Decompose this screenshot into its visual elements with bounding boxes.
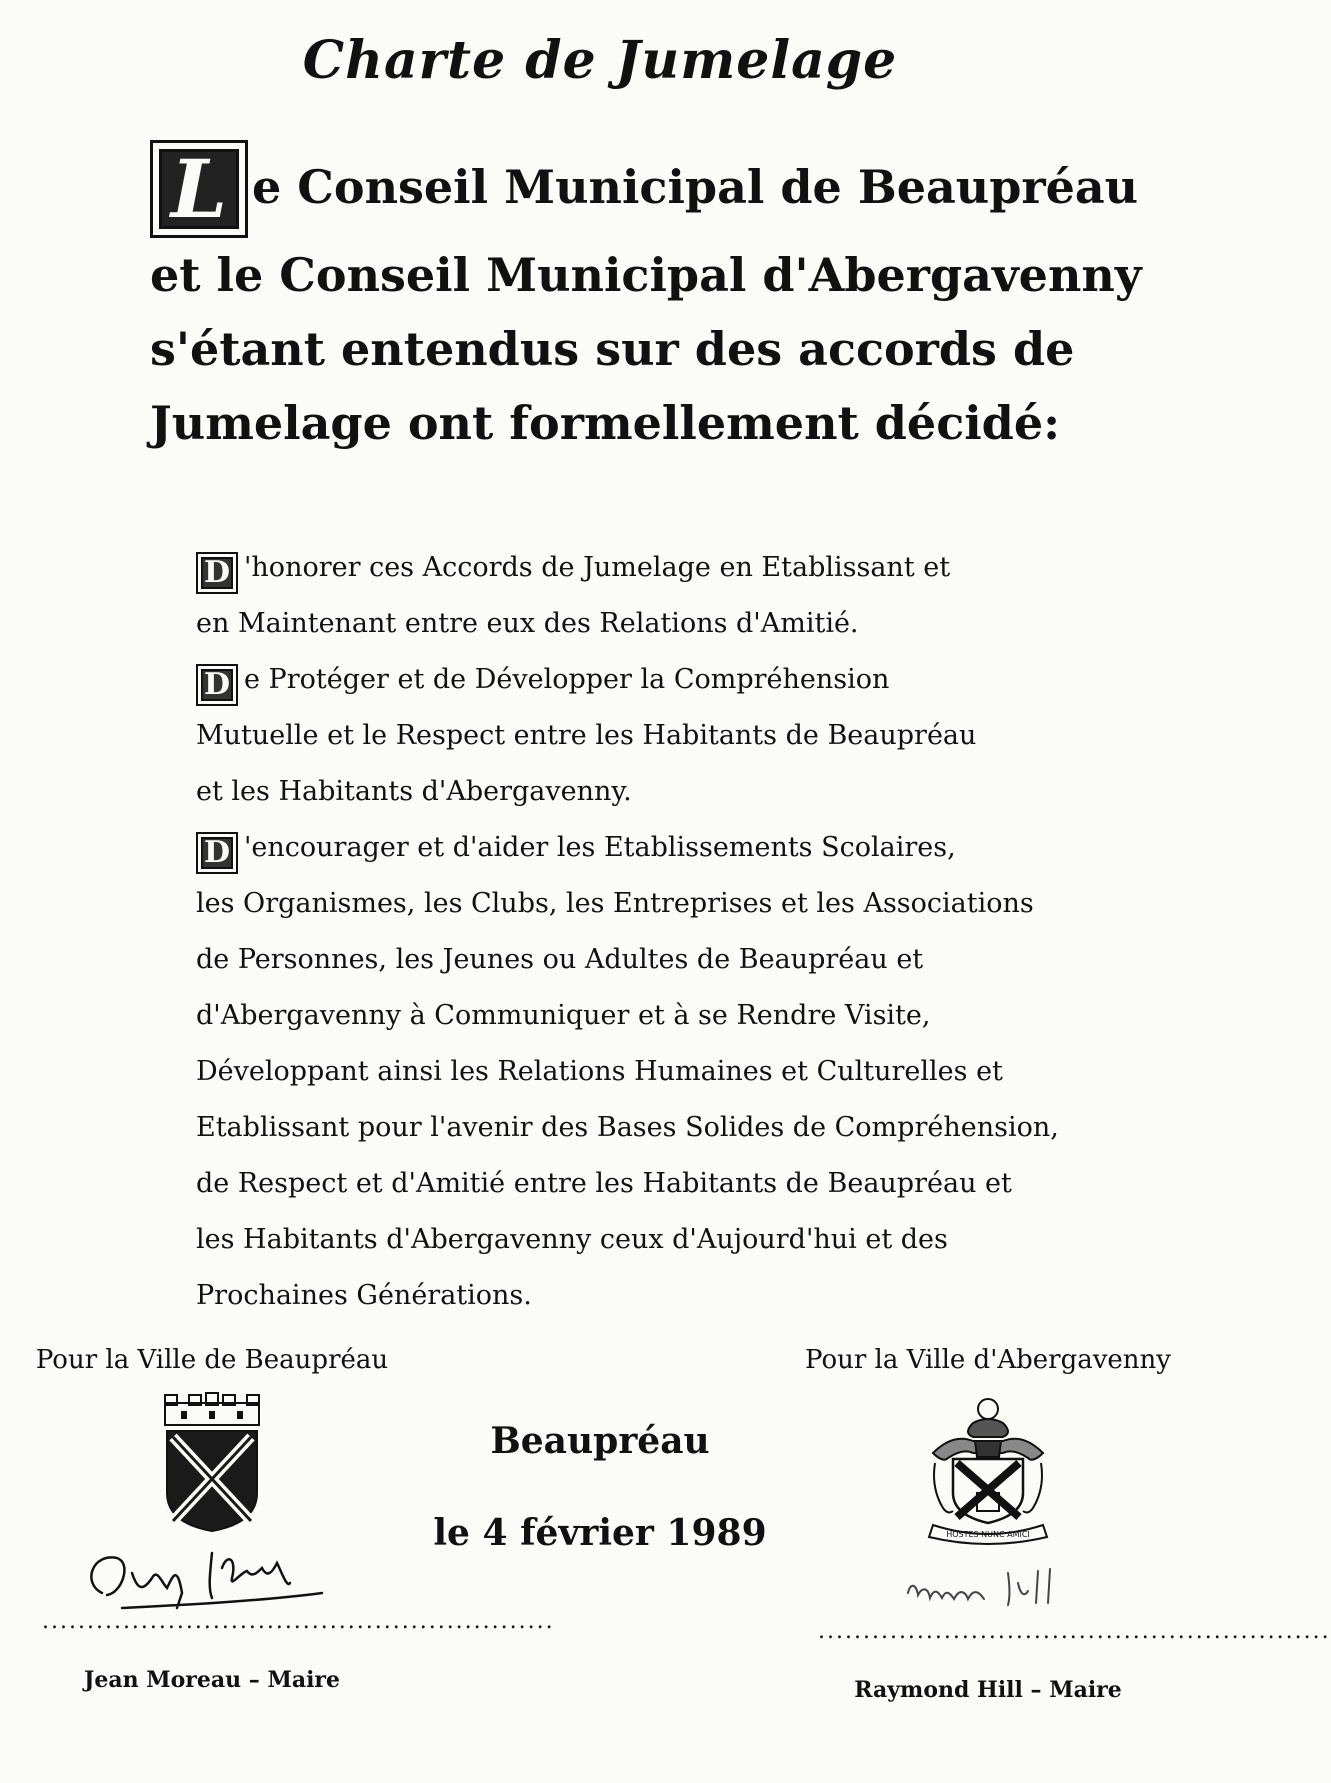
clause-line: de Personnes, les Jeunes ou Adultes de Beaupréau et <box>196 944 924 975</box>
abergavenny-crest-icon <box>913 1393 1063 1543</box>
clause-text: e Protéger et de Développer la Compréhension <box>244 664 890 695</box>
clause-line: en Maintenant entre eux des Relations d'Amitié. <box>196 608 859 639</box>
beaupreau-signature-block <box>22 1345 555 1693</box>
beaupreau-mayor-name: Jean Moreau – Maire <box>83 1667 341 1693</box>
clause-line: Mutuelle et le Respect entre les Habitants de Beaupréau <box>196 720 977 751</box>
clause-line <box>196 652 1056 708</box>
intro-line: s'étant entendus sur des accords de <box>150 322 1075 376</box>
document-title: Charte de Jumelage <box>302 30 898 91</box>
abergavenny-signature-block <box>798 1345 1331 1703</box>
abergavenny-signature <box>838 1543 1138 1623</box>
clause-line: Prochaines Générations. <box>196 1280 532 1311</box>
signing-date: le 4 février 1989 <box>433 1512 767 1554</box>
beaupreau-signature <box>62 1533 362 1613</box>
drop-cap-d: D <box>196 832 238 874</box>
signature-line: ......................................................... <box>42 1609 555 1634</box>
clause-line: Développant ainsi les Relations Humaines et Culturelles et <box>196 1056 1003 1087</box>
intro-line-text: e Conseil Municipal de Beaupréau <box>252 160 1139 214</box>
intro-line <box>150 140 1139 238</box>
beaupreau-crest-icon <box>157 1393 267 1533</box>
drop-cap-d: D <box>196 552 238 594</box>
place-and-date <box>420 1420 780 1554</box>
signature-line: ......................................................... <box>818 1619 1331 1644</box>
drop-cap-d: D <box>196 664 238 706</box>
intro-line: et le Conseil Municipal d'Abergavenny <box>150 248 1142 302</box>
abergavenny-label: Pour la Ville d'Abergavenny <box>805 1345 1171 1375</box>
clause-line: d'Abergavenny à Communiquer et à se Rendre Visite, <box>196 1000 931 1031</box>
clause-text: 'honorer ces Accords de Jumelage en Etablissant et <box>244 552 951 583</box>
clause-line <box>196 540 1056 596</box>
clause-line: Etablissant pour l'avenir des Bases Solides de Compréhension, <box>196 1112 1059 1143</box>
beaupreau-label: Pour la Ville de Beaupréau <box>35 1345 389 1375</box>
clause-line: de Respect et d'Amitié entre les Habitants de Beaupréau et <box>196 1168 1012 1199</box>
drop-cap-l: L <box>150 140 248 238</box>
clause-line <box>196 820 1056 876</box>
clause-line: les Habitants d'Abergavenny ceux d'Aujourd'hui et des <box>196 1224 948 1255</box>
clause-line: et les Habitants d'Abergavenny. <box>196 776 632 807</box>
clauses <box>196 540 1059 1324</box>
clause-line: les Organismes, les Clubs, les Entreprises et les Associations <box>196 888 1034 919</box>
intro-line: Jumelage ont formellement décidé: <box>150 396 1061 450</box>
abergavenny-mayor-name: Raymond Hill – Maire <box>854 1677 1122 1703</box>
intro-paragraph <box>150 140 1142 460</box>
signing-place: Beaupréau <box>490 1420 710 1462</box>
clause-text: 'encourager et d'aider les Etablissements Scolaires, <box>244 832 956 863</box>
crest-motto: HOSTES NUNC AMICI <box>946 1530 1030 1539</box>
